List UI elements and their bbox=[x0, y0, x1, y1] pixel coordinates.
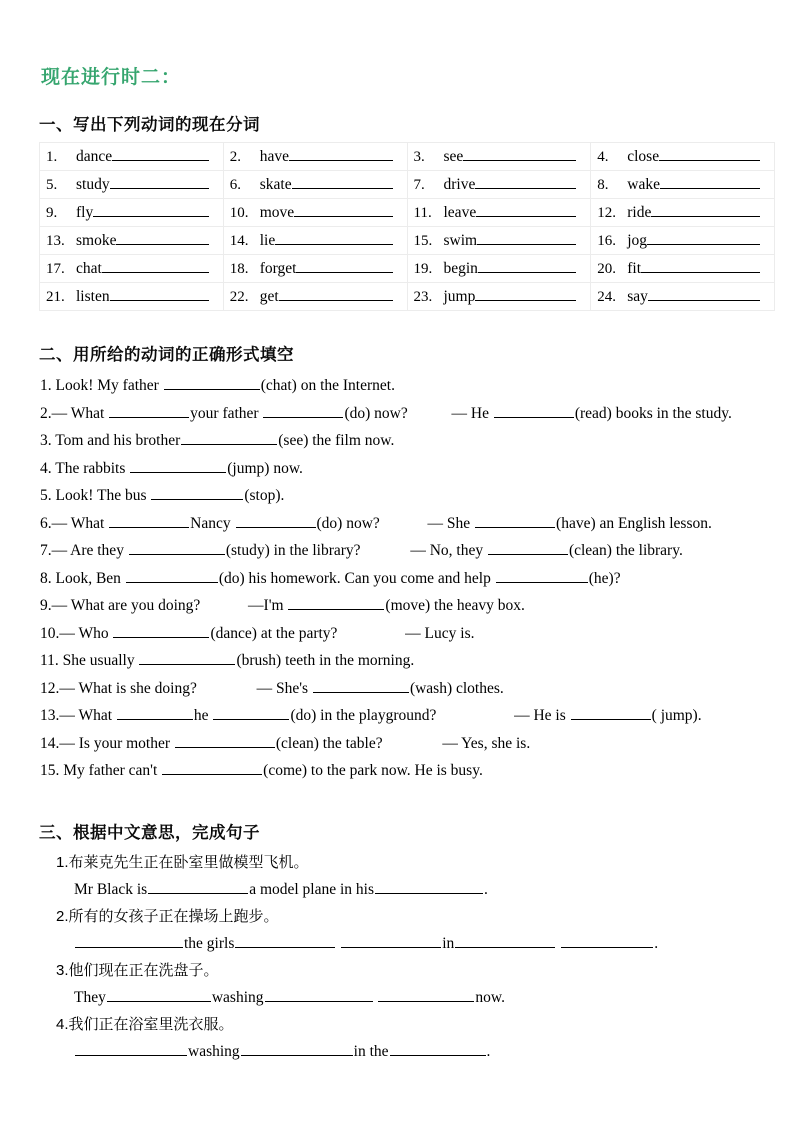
question-15 bbox=[40, 757, 771, 785]
answer-blank[interactable] bbox=[289, 149, 392, 161]
answer-blank[interactable] bbox=[477, 233, 576, 245]
verb-cell bbox=[407, 199, 591, 227]
fill-in-questions bbox=[40, 372, 771, 785]
answer-blank[interactable] bbox=[313, 680, 409, 693]
question-text: (move) the heavy box. bbox=[385, 597, 525, 614]
verb-word: see bbox=[443, 147, 464, 165]
question-text: — She's bbox=[256, 679, 309, 697]
answer-blank[interactable] bbox=[148, 881, 248, 894]
answer-blank[interactable] bbox=[294, 205, 392, 217]
question-text: (do) his homework. Can you come and help bbox=[218, 569, 491, 587]
answer-blank[interactable] bbox=[455, 935, 555, 948]
question-2 bbox=[40, 400, 771, 428]
answer-line bbox=[74, 984, 771, 1012]
verb-word: lie bbox=[259, 231, 276, 249]
section-1-heading: 一、写出下列动词的现在分词 bbox=[39, 116, 260, 134]
answer-blank[interactable] bbox=[75, 1043, 187, 1056]
answer-blank[interactable] bbox=[279, 289, 393, 301]
question-text: (study) in the library? bbox=[225, 542, 361, 559]
question-10 bbox=[40, 620, 771, 648]
verb-number: 9. bbox=[46, 204, 58, 221]
question-text: (do) in the playground? bbox=[290, 707, 437, 724]
answer-blank[interactable] bbox=[375, 881, 483, 894]
question-text: — He is bbox=[514, 707, 566, 724]
answer-text: washing bbox=[188, 1042, 240, 1060]
question-text: (have) an English lesson. bbox=[556, 514, 712, 532]
question-7 bbox=[40, 537, 771, 565]
verb-cell bbox=[40, 255, 224, 283]
answer-blank[interactable] bbox=[93, 205, 209, 217]
verb-number: 1. bbox=[46, 148, 58, 165]
verb-number: 5. bbox=[46, 176, 58, 193]
question-text: 10.— Who bbox=[40, 624, 109, 642]
answer-text: in bbox=[442, 934, 455, 952]
question-text: (come) to the park now. He is busy. bbox=[263, 762, 483, 779]
answer-blank[interactable] bbox=[265, 989, 373, 1002]
answer-text: now. bbox=[475, 988, 505, 1006]
answer-blank[interactable] bbox=[235, 935, 335, 948]
answer-blank[interactable] bbox=[641, 261, 760, 273]
translation-3 bbox=[56, 958, 771, 1012]
answer-blank[interactable] bbox=[292, 177, 393, 189]
question-8 bbox=[40, 565, 771, 593]
verb-number: 12. bbox=[597, 204, 616, 221]
verb-number: 23. bbox=[413, 288, 433, 305]
question-3 bbox=[40, 427, 771, 455]
chinese-prompt: 2.所有的女孩子正在操场上跑步。 bbox=[56, 907, 279, 925]
question-text: (dance) at the party? bbox=[210, 624, 338, 642]
verb-number: 4. bbox=[597, 148, 609, 165]
answer-blank[interactable] bbox=[151, 487, 243, 500]
verb-number: 18. bbox=[229, 260, 249, 277]
question-text: (see) the film now. bbox=[278, 432, 395, 449]
answer-blank[interactable] bbox=[162, 762, 262, 775]
answer-blank[interactable] bbox=[112, 149, 209, 161]
verb-cell bbox=[223, 143, 407, 171]
verb-number: 15. bbox=[413, 232, 433, 249]
verb-cell bbox=[40, 227, 224, 255]
answer-blank[interactable] bbox=[494, 405, 574, 418]
verb-word: jump bbox=[443, 287, 476, 305]
question-text: 14.— Is your mother bbox=[40, 734, 171, 752]
verb-number: 6. bbox=[229, 176, 241, 193]
answer-blank[interactable] bbox=[75, 935, 183, 948]
answer-blank[interactable] bbox=[126, 570, 218, 583]
answer-blank[interactable] bbox=[175, 735, 275, 748]
verb-cell bbox=[591, 171, 775, 199]
question-text: (do) now? bbox=[316, 514, 380, 532]
verb-cell bbox=[223, 199, 407, 227]
verb-cell bbox=[40, 171, 224, 199]
answer-blank[interactable] bbox=[113, 625, 209, 638]
verb-word: ride bbox=[627, 203, 652, 221]
answer-blank[interactable] bbox=[110, 289, 209, 301]
question-text: 4. The rabbits bbox=[40, 459, 126, 477]
answer-blank[interactable] bbox=[647, 233, 760, 245]
verb-number: 7. bbox=[413, 176, 425, 193]
verb-cell bbox=[223, 227, 407, 255]
section-3-heading: 三、根据中文意思，完成句子 bbox=[39, 823, 260, 842]
answer-blank[interactable] bbox=[288, 597, 384, 610]
answer-blank[interactable] bbox=[263, 405, 343, 418]
verb-word: get bbox=[259, 287, 279, 305]
question-6 bbox=[40, 510, 771, 538]
question-text: (read) books in the study. bbox=[574, 404, 732, 422]
question-text: (do) now? bbox=[344, 404, 408, 422]
answer-blank[interactable] bbox=[275, 233, 392, 245]
question-text: 13.— What bbox=[40, 707, 113, 724]
question-text: 15. My father can't bbox=[40, 762, 158, 779]
verb-word: leave bbox=[443, 203, 477, 221]
verb-word: smoke bbox=[76, 231, 117, 249]
verb-word: fly bbox=[76, 203, 94, 221]
answer-blank[interactable] bbox=[213, 707, 289, 720]
answer-text: the girls bbox=[184, 934, 235, 952]
answer-text: . bbox=[486, 1042, 491, 1060]
chinese-prompt: 3.他们现在正在洗盘子。 bbox=[56, 961, 219, 979]
question-text: —I'm bbox=[248, 597, 284, 614]
table-row bbox=[40, 255, 775, 283]
answer-blank[interactable] bbox=[378, 989, 474, 1002]
question-text: (brush) teeth in the morning. bbox=[236, 652, 415, 669]
answer-blank[interactable] bbox=[241, 1043, 353, 1056]
question-text: your father bbox=[190, 404, 259, 422]
question-13 bbox=[40, 702, 771, 730]
verb-word: dance bbox=[76, 147, 113, 165]
verb-word: listen bbox=[76, 287, 110, 305]
verb-number: 14. bbox=[229, 232, 249, 249]
question-text: — No, they bbox=[410, 542, 484, 559]
question-text: Nancy bbox=[190, 514, 231, 532]
question-text: ( jump). bbox=[651, 707, 702, 724]
answer-blank[interactable] bbox=[463, 149, 576, 161]
verb-word: swim bbox=[443, 231, 478, 249]
question-text: 8. Look, Ben bbox=[40, 569, 121, 587]
table-row bbox=[40, 199, 775, 227]
verb-number: 22. bbox=[229, 288, 249, 305]
answer-blank[interactable] bbox=[139, 652, 235, 665]
verb-cell bbox=[40, 199, 224, 227]
verb-number: 21. bbox=[46, 288, 65, 305]
verb-cell bbox=[591, 199, 775, 227]
question-text: 12.— What is she doing? bbox=[40, 679, 197, 697]
verb-cell bbox=[407, 227, 591, 255]
answer-blank[interactable] bbox=[107, 989, 211, 1002]
verb-word: jog bbox=[627, 231, 648, 249]
answer-text: . bbox=[484, 880, 488, 898]
question-text: 2.— What bbox=[40, 404, 105, 422]
verb-word: begin bbox=[443, 259, 478, 277]
answer-blank[interactable] bbox=[296, 261, 392, 273]
question-text: 3. Tom and his brother bbox=[40, 432, 181, 449]
verb-cell bbox=[407, 255, 591, 283]
verb-number: 10. bbox=[229, 204, 249, 221]
answer-blank[interactable] bbox=[110, 177, 209, 189]
verb-table-body bbox=[40, 143, 775, 311]
answer-text: washing bbox=[211, 988, 264, 1006]
verb-word: fit bbox=[627, 259, 642, 277]
answer-blank[interactable] bbox=[117, 707, 193, 720]
answer-blank[interactable] bbox=[109, 405, 189, 418]
question-12 bbox=[40, 675, 771, 703]
question-9 bbox=[40, 592, 771, 620]
verb-word: drive bbox=[443, 175, 476, 193]
verb-number: 24. bbox=[597, 288, 616, 305]
verb-number: 3. bbox=[413, 148, 425, 165]
question-text: (wash) clothes. bbox=[409, 679, 504, 697]
chinese-prompt: 4.我们正在浴室里洗衣服。 bbox=[56, 1015, 234, 1033]
chinese-prompt: 1.布莱克先生正在卧室里做模型飞机。 bbox=[56, 853, 309, 871]
answer-blank[interactable] bbox=[181, 432, 277, 445]
answer-text: They bbox=[74, 988, 106, 1006]
translation-2 bbox=[56, 904, 771, 958]
answer-blank[interactable] bbox=[390, 1043, 486, 1056]
question-5 bbox=[40, 482, 771, 510]
verb-word: move bbox=[259, 203, 295, 221]
verb-cell bbox=[223, 171, 407, 199]
table-row bbox=[40, 171, 775, 199]
answer-blank[interactable] bbox=[660, 177, 760, 189]
answer-blank[interactable] bbox=[164, 377, 260, 390]
verb-word: say bbox=[627, 287, 648, 305]
question-14 bbox=[40, 730, 771, 758]
verb-word: skate bbox=[259, 175, 292, 193]
answer-blank[interactable] bbox=[341, 935, 441, 948]
verb-word: forget bbox=[259, 259, 297, 277]
answer-text: a model plane in his bbox=[249, 880, 375, 898]
verb-word: close bbox=[627, 147, 660, 165]
verb-word: have bbox=[259, 147, 290, 165]
answer-blank[interactable] bbox=[488, 542, 568, 555]
answer-line bbox=[74, 930, 771, 958]
answer-blank[interactable] bbox=[116, 233, 208, 245]
translation-questions bbox=[38, 850, 771, 1066]
question-text: — He bbox=[451, 404, 489, 422]
question-text: (chat) on the Internet. bbox=[260, 377, 395, 394]
question-text: (clean) the library. bbox=[568, 542, 683, 559]
answer-blank[interactable] bbox=[478, 261, 576, 273]
answer-blank[interactable] bbox=[475, 289, 576, 301]
verb-number: 17. bbox=[46, 260, 65, 277]
verb-word: study bbox=[76, 175, 110, 193]
answer-blank[interactable] bbox=[496, 570, 588, 583]
question-text: (he)? bbox=[588, 569, 621, 587]
question-text: he bbox=[193, 707, 209, 724]
verb-cell bbox=[591, 255, 775, 283]
page-title: 现在进行时二： bbox=[41, 67, 182, 88]
answer-blank[interactable] bbox=[236, 515, 316, 528]
verb-cell bbox=[407, 283, 591, 311]
answer-blank[interactable] bbox=[109, 515, 189, 528]
answer-blank[interactable] bbox=[571, 707, 651, 720]
question-text: 5. Look! The bus bbox=[40, 487, 147, 504]
question-11 bbox=[40, 647, 771, 675]
question-text: — Lucy is. bbox=[405, 624, 475, 642]
verb-cell bbox=[40, 283, 224, 311]
verb-table bbox=[39, 142, 775, 311]
answer-blank[interactable] bbox=[475, 515, 555, 528]
question-text: (jump) now. bbox=[227, 459, 303, 477]
question-text: (clean) the table? bbox=[275, 734, 383, 752]
verb-cell bbox=[407, 143, 591, 171]
verb-cell bbox=[40, 143, 224, 171]
verb-cell bbox=[223, 255, 407, 283]
verb-number: 13. bbox=[46, 232, 65, 249]
question-text: 11. She usually bbox=[40, 652, 135, 669]
verb-cell bbox=[223, 283, 407, 311]
verb-cell bbox=[591, 143, 775, 171]
translation-4 bbox=[56, 1012, 771, 1066]
verb-word: wake bbox=[627, 175, 660, 193]
answer-blank[interactable] bbox=[561, 935, 653, 948]
table-row bbox=[40, 143, 775, 171]
verb-number: 8. bbox=[597, 176, 609, 193]
verb-cell bbox=[591, 283, 775, 311]
table-row bbox=[40, 227, 775, 255]
answer-text: . bbox=[654, 934, 659, 952]
table-row bbox=[40, 283, 775, 311]
answer-blank[interactable] bbox=[130, 460, 226, 473]
verb-number: 19. bbox=[413, 260, 433, 277]
verb-number: 11. bbox=[413, 204, 432, 221]
section-2-heading: 二、用所给的动词的正确形式填空 bbox=[39, 346, 294, 364]
verb-cell bbox=[407, 171, 591, 199]
verb-number: 2. bbox=[229, 148, 241, 165]
question-text: 7.— Are they bbox=[40, 542, 124, 559]
question-text: 1. Look! My father bbox=[40, 377, 159, 394]
answer-blank[interactable] bbox=[102, 261, 209, 273]
answer-blank[interactable] bbox=[476, 205, 576, 217]
question-text: (stop). bbox=[244, 487, 285, 504]
question-text: 9.— What are you doing? bbox=[40, 597, 201, 614]
answer-blank[interactable] bbox=[648, 289, 760, 301]
verb-cell bbox=[591, 227, 775, 255]
verb-number: 20. bbox=[597, 260, 616, 277]
answer-blank[interactable] bbox=[651, 205, 760, 217]
question-text: — Yes, she is. bbox=[442, 734, 531, 752]
question-text: — She bbox=[427, 514, 471, 532]
answer-blank[interactable] bbox=[475, 177, 576, 189]
answer-blank[interactable] bbox=[659, 149, 760, 161]
verb-word: chat bbox=[76, 259, 102, 277]
translation-1 bbox=[56, 850, 771, 904]
answer-line bbox=[74, 876, 771, 904]
question-1 bbox=[40, 372, 771, 400]
answer-line bbox=[74, 1038, 771, 1066]
answer-blank[interactable] bbox=[129, 542, 225, 555]
question-4 bbox=[40, 455, 771, 483]
question-text: 6.— What bbox=[40, 514, 105, 532]
verb-number: 16. bbox=[597, 232, 616, 249]
answer-text: in the bbox=[353, 1042, 389, 1060]
answer-text: Mr Black is bbox=[74, 880, 148, 898]
